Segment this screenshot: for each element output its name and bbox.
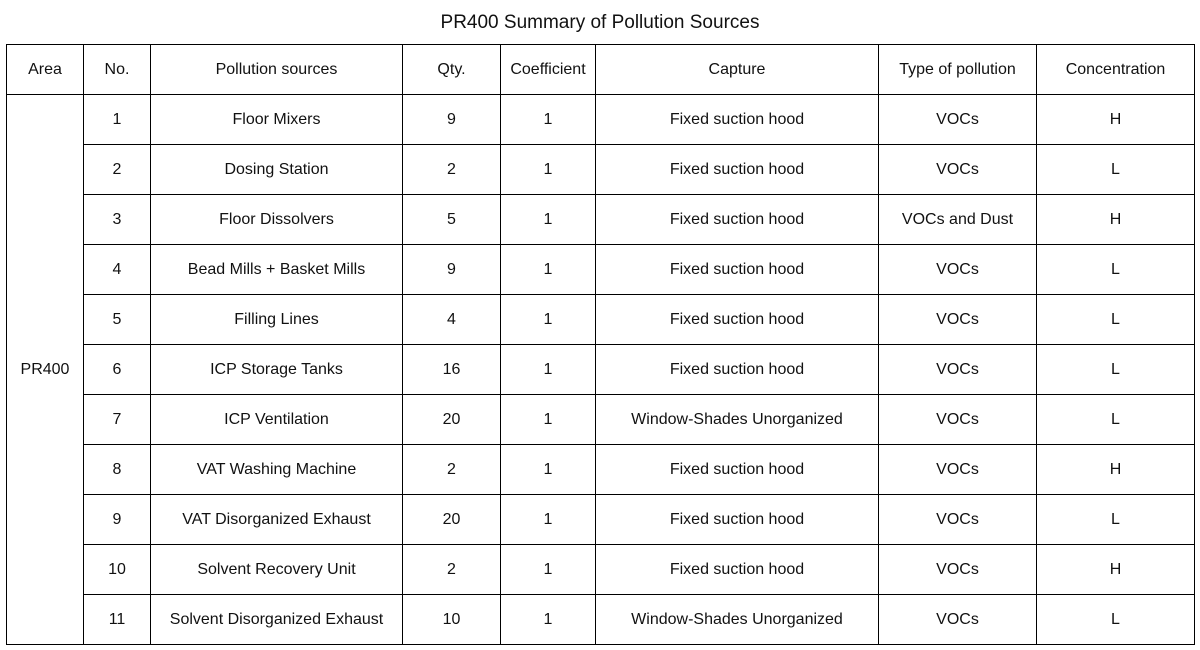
cell-no: 5 [84,295,151,345]
cell-pollution-source: ICP Ventilation [151,395,403,445]
header-concentration: Concentration [1037,45,1195,95]
cell-type-of-pollution: VOCs [879,345,1037,395]
cell-no: 3 [84,195,151,245]
table-row [7,145,1195,195]
cell-pollution-source: ICP Storage Tanks [151,345,403,395]
cell-concentration: H [1037,545,1195,595]
cell-capture: Fixed suction hood [596,145,879,195]
header-area: Area [7,45,84,95]
header-no: No. [84,45,151,95]
cell-area: PR400 [7,95,84,645]
cell-capture: Window-Shades Unorganized [596,395,879,445]
cell-type-of-pollution: VOCs [879,295,1037,345]
header-pollution-sources: Pollution sources [151,45,403,95]
cell-coefficient: 1 [501,295,596,345]
cell-coefficient: 1 [501,595,596,645]
table-row [7,545,1195,595]
cell-coefficient: 1 [501,245,596,295]
table-row [7,345,1195,395]
cell-qty: 9 [403,95,501,145]
table-row [7,495,1195,545]
cell-concentration: L [1037,495,1195,545]
cell-qty: 10 [403,595,501,645]
cell-concentration: L [1037,245,1195,295]
cell-concentration: H [1037,445,1195,495]
cell-pollution-source: Dosing Station [151,145,403,195]
cell-capture: Fixed suction hood [596,195,879,245]
cell-no: 2 [84,145,151,195]
cell-coefficient: 1 [501,495,596,545]
cell-coefficient: 1 [501,145,596,195]
cell-type-of-pollution: VOCs [879,445,1037,495]
header-type-of-pollution: Type of pollution [879,45,1037,95]
cell-concentration: H [1037,195,1195,245]
cell-no: 6 [84,345,151,395]
header-row [7,45,1195,95]
cell-pollution-source: Floor Mixers [151,95,403,145]
cell-type-of-pollution: VOCs [879,595,1037,645]
cell-pollution-source: Floor Dissolvers [151,195,403,245]
cell-type-of-pollution: VOCs and Dust [879,195,1037,245]
cell-type-of-pollution: VOCs [879,95,1037,145]
cell-coefficient: 1 [501,445,596,495]
cell-pollution-source: Solvent Recovery Unit [151,545,403,595]
cell-capture: Fixed suction hood [596,445,879,495]
cell-qty: 5 [403,195,501,245]
cell-qty: 20 [403,495,501,545]
cell-concentration: L [1037,295,1195,345]
cell-type-of-pollution: VOCs [879,545,1037,595]
cell-concentration: L [1037,395,1195,445]
cell-coefficient: 1 [501,395,596,445]
cell-coefficient: 1 [501,545,596,595]
cell-qty: 20 [403,395,501,445]
table-row [7,95,1195,145]
cell-pollution-source: Bead Mills + Basket Mills [151,245,403,295]
cell-capture: Fixed suction hood [596,495,879,545]
cell-qty: 9 [403,245,501,295]
cell-pollution-source: VAT Washing Machine [151,445,403,495]
table-row [7,245,1195,295]
cell-capture: Fixed suction hood [596,345,879,395]
table-row [7,595,1195,645]
cell-type-of-pollution: VOCs [879,145,1037,195]
cell-qty: 16 [403,345,501,395]
cell-type-of-pollution: VOCs [879,245,1037,295]
cell-no: 11 [84,595,151,645]
cell-coefficient: 1 [501,95,596,145]
cell-pollution-source: Solvent Disorganized Exhaust [151,595,403,645]
table-row [7,395,1195,445]
table-title: PR400 Summary of Pollution Sources [440,12,760,33]
cell-no: 10 [84,545,151,595]
header-qty: Qty. [403,45,501,95]
cell-qty: 4 [403,295,501,345]
cell-capture: Fixed suction hood [596,245,879,295]
cell-type-of-pollution: VOCs [879,495,1037,545]
cell-no: 1 [84,95,151,145]
cell-capture: Fixed suction hood [596,95,879,145]
cell-concentration: L [1037,595,1195,645]
table-body [7,95,1195,645]
cell-capture: Window-Shades Unorganized [596,595,879,645]
table-row [7,295,1195,345]
cell-no: 4 [84,245,151,295]
cell-qty: 2 [403,545,501,595]
cell-concentration: L [1037,145,1195,195]
pollution-sources-table [6,44,1195,645]
cell-qty: 2 [403,445,501,495]
cell-qty: 2 [403,145,501,195]
cell-concentration: L [1037,345,1195,395]
cell-capture: Fixed suction hood [596,295,879,345]
cell-no: 9 [84,495,151,545]
cell-pollution-source: Filling Lines [151,295,403,345]
table-row [7,195,1195,245]
cell-coefficient: 1 [501,345,596,395]
cell-coefficient: 1 [501,195,596,245]
table-row [7,445,1195,495]
cell-pollution-source: VAT Disorganized Exhaust [151,495,403,545]
header-coefficient: Coefficient [501,45,596,95]
cell-concentration: H [1037,95,1195,145]
cell-capture: Fixed suction hood [596,545,879,595]
cell-no: 7 [84,395,151,445]
header-capture: Capture [596,45,879,95]
cell-no: 8 [84,445,151,495]
cell-type-of-pollution: VOCs [879,395,1037,445]
